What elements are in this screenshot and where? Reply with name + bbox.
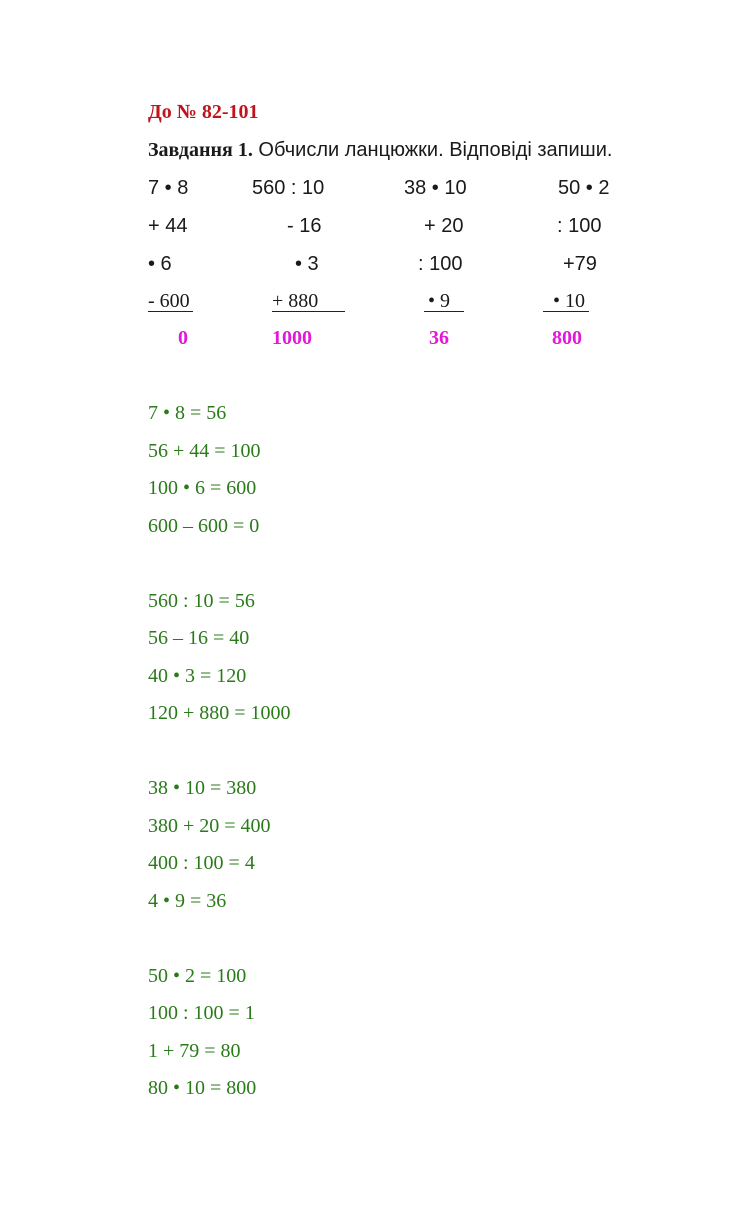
solution-3-step-1: 38 • 10 = 380: [148, 777, 257, 799]
solution-2-step-1: 560 : 10 = 56: [148, 590, 255, 612]
chain-2-row-3: • 3: [295, 253, 319, 275]
chain-3-row-3: : 100: [418, 253, 463, 275]
task-instruction: Обчисли ланцюжки. Відповіді запиши.: [252, 139, 613, 161]
chain-2-row-1: 560 : 10: [252, 177, 325, 199]
chain-4-row-2: : 100: [557, 215, 602, 237]
chain-3-answer: 36: [429, 327, 449, 349]
section-heading: До № 82-101: [148, 101, 259, 123]
chain-4-answer: 800: [552, 327, 582, 349]
chain-1-underline: [148, 311, 193, 312]
task-number: Завдання 1.: [148, 139, 253, 161]
solution-1-step-2: 56 + 44 = 100: [148, 440, 261, 462]
chain-3-underline: [424, 311, 464, 312]
chain-1-row-4: - 600: [148, 290, 190, 312]
solution-2-step-2: 56 – 16 = 40: [148, 627, 250, 649]
chain-1-row-1: 7 • 8: [148, 177, 189, 199]
chain-1-row-2: + 44: [148, 215, 188, 237]
task-statement: [148, 139, 612, 162]
chain-3-row-4: • 9: [428, 290, 451, 312]
solution-3-step-2: 380 + 20 = 400: [148, 815, 271, 837]
chain-1-answer: 0: [178, 327, 188, 349]
chain-2-underline: [272, 311, 345, 312]
solution-1-step-3: 100 • 6 = 600: [148, 477, 257, 499]
chain-2-row-4: + 880: [272, 290, 319, 312]
solution-2-step-3: 40 • 3 = 120: [148, 665, 247, 687]
solution-2-step-4: 120 + 880 = 1000: [148, 702, 291, 724]
solution-1-step-4: 600 – 600 = 0: [148, 515, 260, 537]
chain-4-underline: [543, 311, 589, 312]
solution-4-step-2: 100 : 100 = 1: [148, 1002, 255, 1024]
chain-2-answer: 1000: [272, 327, 312, 349]
solution-1-step-1: 7 • 8 = 56: [148, 402, 227, 424]
chain-1-row-3: • 6: [148, 253, 172, 275]
solution-3-step-3: 400 : 100 = 4: [148, 852, 255, 874]
solution-4-step-1: 50 • 2 = 100: [148, 965, 247, 987]
chain-3-row-2: + 20: [424, 215, 464, 237]
chain-4-row-3: +79: [563, 253, 597, 275]
solution-4-step-4: 80 • 10 = 800: [148, 1077, 257, 1099]
chain-3-row-1: 38 • 10: [404, 177, 467, 199]
solution-3-step-4: 4 • 9 = 36: [148, 890, 227, 912]
chain-4-row-1: 50 • 2: [558, 177, 610, 199]
solution-4-step-3: 1 + 79 = 80: [148, 1040, 241, 1062]
chain-2-row-2: - 16: [287, 215, 322, 237]
chain-4-row-4: • 10: [553, 290, 586, 312]
